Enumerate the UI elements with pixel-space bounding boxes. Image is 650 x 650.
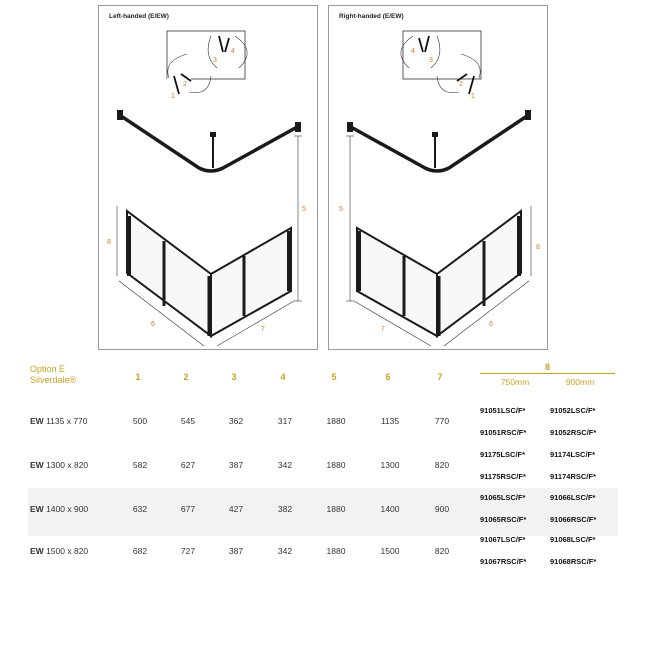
value-cell: 427 xyxy=(228,504,244,514)
plan-label-3-right: 3 xyxy=(429,57,433,64)
product-code: 91067RSC/F* xyxy=(480,557,527,566)
value-cell: 317 xyxy=(277,416,293,426)
value-cell: 1400 xyxy=(380,504,400,514)
product-code: 91065LSC/F* xyxy=(480,493,526,502)
dim-label-6-right: 6 xyxy=(489,321,493,328)
dim-label-6: 6 xyxy=(151,321,155,328)
value-cell: 1880 xyxy=(326,546,346,556)
product-code: 91067LSC/F* xyxy=(480,535,526,544)
col-header-7: 7 xyxy=(437,372,443,382)
right-panel-title: Right-handed (E/EW) xyxy=(339,13,404,20)
value-cell: 900 xyxy=(434,504,450,514)
value-cell: 1300 xyxy=(380,460,400,470)
value-cell: 362 xyxy=(228,416,244,426)
table-row xyxy=(28,444,618,492)
value-cell: 387 xyxy=(228,546,244,556)
value-cell: 382 xyxy=(277,504,293,514)
dim-label-5-right: 5 xyxy=(339,206,343,213)
plan-label-1: 1 xyxy=(171,93,175,100)
value-cell: 500 xyxy=(132,416,148,426)
product-code: 91066RSC/F* xyxy=(550,515,597,524)
col-header-1: 1 xyxy=(135,372,141,382)
col8-sub-750: 750mm xyxy=(500,377,530,387)
left-panel-title: Left-handed (E/EW) xyxy=(109,13,169,20)
right-handed-diagram xyxy=(329,6,549,351)
model-cell: EW 1300 x 820 xyxy=(30,460,89,470)
product-code: 91065RSC/F* xyxy=(480,515,527,524)
model-cell: EW 1135 x 770 xyxy=(30,416,88,426)
product-code: 91052RSC/F* xyxy=(550,428,597,437)
plan-label-2: 2 xyxy=(183,81,187,88)
option-line-2: Silverdale® xyxy=(30,375,77,385)
right-plan-view xyxy=(401,31,481,94)
col-header-8: 8 xyxy=(544,362,550,372)
value-cell: 677 xyxy=(180,504,196,514)
col8-divider xyxy=(480,373,615,374)
value-cell: 627 xyxy=(180,460,196,470)
option-title xyxy=(30,364,76,386)
product-code: 91175RSC/F* xyxy=(480,472,526,481)
col-header-6: 6 xyxy=(385,372,391,382)
plan-label-4: 4 xyxy=(231,48,235,55)
value-cell: 1135 xyxy=(380,416,400,426)
value-cell: 682 xyxy=(132,546,148,556)
col-header-5: 5 xyxy=(331,372,337,382)
value-cell: 545 xyxy=(180,416,196,426)
table-row xyxy=(28,488,618,536)
col-header-3: 3 xyxy=(231,372,237,382)
right-handed-panel xyxy=(328,5,548,350)
plan-label-3: 3 xyxy=(213,57,217,64)
value-cell: 342 xyxy=(277,460,293,470)
left-handed-panel xyxy=(98,5,318,350)
right-curtain-rail xyxy=(347,110,531,171)
product-code: 91175LSC/F* xyxy=(480,450,526,459)
value-cell: 770 xyxy=(434,416,450,426)
value-cell: 1880 xyxy=(326,504,346,514)
left-enclosure xyxy=(117,206,294,346)
left-plan-view xyxy=(167,31,247,100)
product-code: 91068RSC/F* xyxy=(550,557,597,566)
col-header-4: 4 xyxy=(280,372,286,382)
dim-label-8: 8 xyxy=(107,239,111,246)
value-cell: 727 xyxy=(180,546,196,556)
left-handed-diagram xyxy=(99,6,319,351)
left-curtain-rail xyxy=(117,110,301,171)
product-code: 91052LSC/F* xyxy=(550,406,596,415)
plan-label-2-right: 2 xyxy=(459,81,463,88)
value-cell: 632 xyxy=(132,504,148,514)
table-row xyxy=(28,530,618,578)
product-code: 91174RSC/F* xyxy=(550,472,596,481)
dim-label-7: 7 xyxy=(261,326,265,333)
product-code: 91051LSC/F* xyxy=(480,406,526,415)
product-code: 91068LSC/F* xyxy=(550,535,596,544)
value-cell: 342 xyxy=(277,546,293,556)
table-row xyxy=(28,398,618,446)
product-code: 91051RSC/F* xyxy=(480,428,527,437)
value-cell: 1880 xyxy=(326,460,346,470)
value-cell: 582 xyxy=(132,460,148,470)
value-cell: 387 xyxy=(228,460,244,470)
dim-label-5: 5 xyxy=(302,206,306,213)
product-code: 91174LSC/F* xyxy=(550,450,596,459)
model-cell: EW 1500 x 820 xyxy=(30,546,89,556)
value-cell: 820 xyxy=(434,460,450,470)
value-cell: 1880 xyxy=(326,416,346,426)
option-line-1: Option E xyxy=(30,364,66,374)
dim-label-7-right: 7 xyxy=(381,326,385,333)
model-cell: EW 1400 x 900 xyxy=(30,504,89,514)
value-cell: 1500 xyxy=(380,546,400,556)
dim-label-8-right: 8 xyxy=(536,244,540,251)
product-code: 91066LSC/F* xyxy=(550,493,596,502)
value-cell: 820 xyxy=(434,546,450,556)
col-header-2: 2 xyxy=(183,372,189,382)
plan-label-1-right: 1 xyxy=(471,93,475,100)
right-enclosure xyxy=(354,206,531,346)
plan-label-4-right: 4 xyxy=(411,48,415,55)
col8-sub-900: 900mm xyxy=(565,377,595,387)
